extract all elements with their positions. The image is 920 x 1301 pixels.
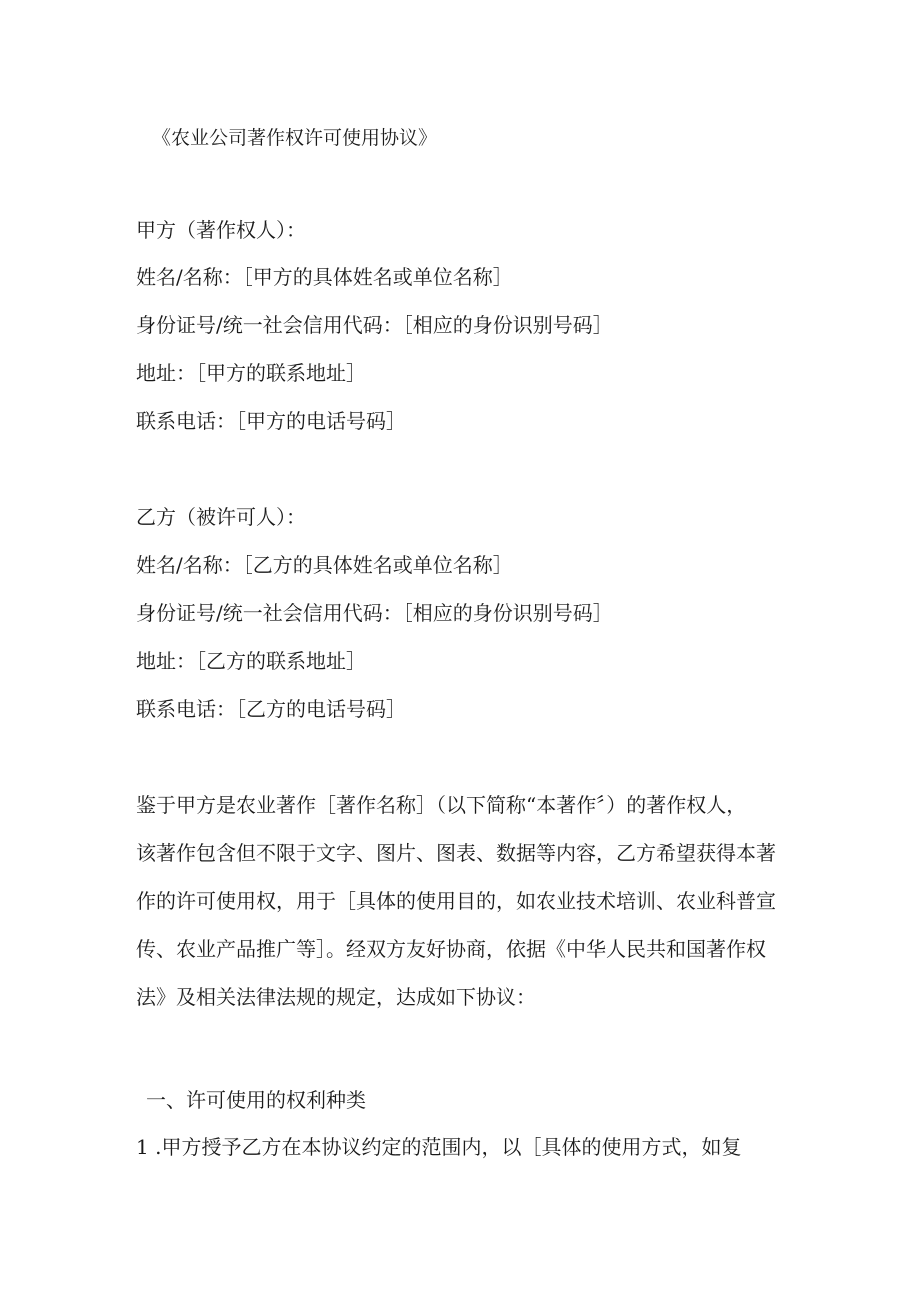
party-b-id: 身份证号/统一社会信用代码：［相应的身份识别号码］ [136,601,613,625]
section-1-clause-1: 1 .甲方授予乙方在本协议约定的范围内，以［具体的使用方式，如复 [136,1135,742,1159]
preamble-line-5: 法》及相关法律法规的规定，达成如下协议： [136,985,536,1009]
party-b-phone: 联系电话：［乙方的电话号码］ [136,697,406,721]
party-a-heading: 甲方（著作权人）： [136,218,306,242]
party-a-id: 身份证号/统一社会信用代码：［相应的身份识别号码］ [136,313,613,337]
party-a-address: 地址：［甲方的联系地址］ [136,361,366,385]
party-a-name: 姓名/名称：［甲方的具体姓名或单位名称］ [136,265,513,289]
preamble-line-1: 鉴于甲方是农业著作［著作名称］（以下简称“本著作〞）的著作权人， [136,793,747,817]
party-b-heading: 乙方（被许可人）： [136,505,306,529]
preamble-line-2: 该著作包含但不限于文字、图片、图表、数据等内容，乙方希望获得本著 [136,841,776,865]
party-b-name: 姓名/名称：［乙方的具体姓名或单位名称］ [136,553,513,577]
party-a-phone: 联系电话：［甲方的电话号码］ [136,409,406,433]
party-b-address: 地址：［乙方的联系地址］ [136,649,366,673]
document-title: 《农业公司著作权许可使用协议》 [152,127,438,149]
preamble-line-4: 传、农业产品推广等］。经双方友好协商，依据《中华人民共和国著作权 [136,937,766,961]
preamble-line-3: 作的许可使用权，用于［具体的使用目的，如农业技术培训、农业科普宣 [136,889,776,913]
section-1-heading: 一、许可使用的权利种类 [146,1088,366,1112]
